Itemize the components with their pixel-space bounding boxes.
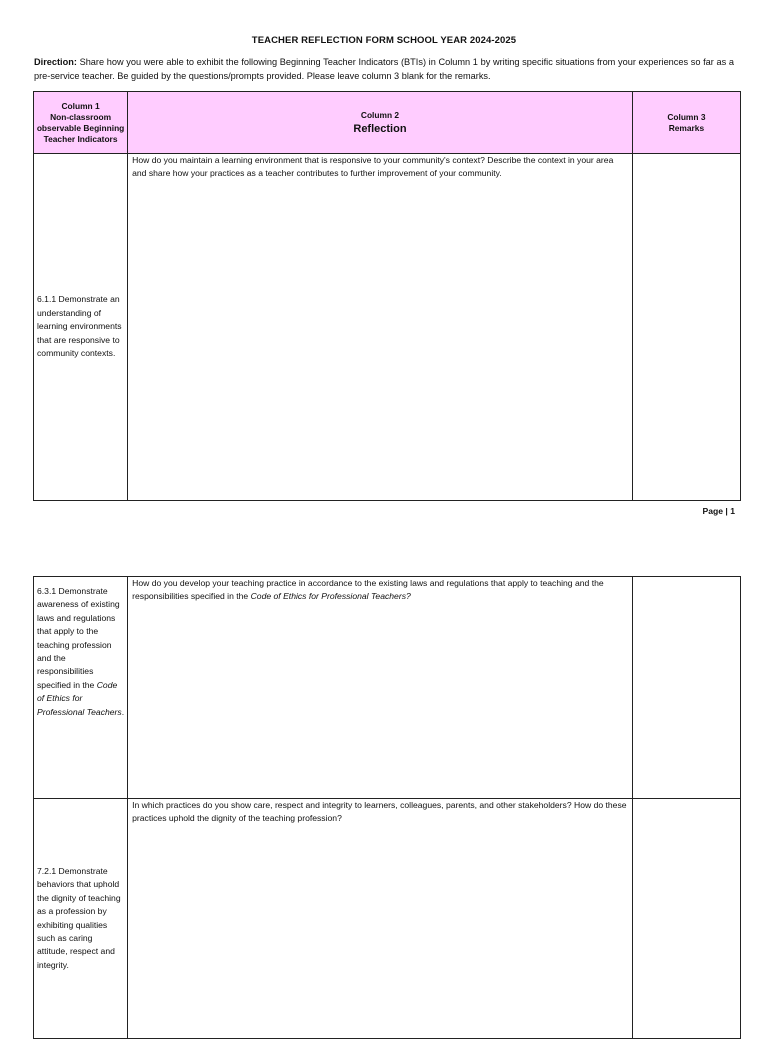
table-header-row [34,92,741,154]
column-2-label: Column 2 [360,109,400,120]
indicator-text: 6.3.1 Demonstrate awareness of existing laws and regulations that apply to the teaching profession and the responsibilities specified in the [37,586,120,690]
page-number: Page | 1 [702,506,735,516]
remarks-cell[interactable] [632,154,740,501]
remarks-cell[interactable] [632,577,740,799]
reflection-cell[interactable] [128,577,633,799]
column-2-sublabel: Reflection [353,123,407,135]
direction-text: Share how you were able to exhibit the following Beginning Teacher Indicators (BTIs) in Column 1 by writing specific situations from your experiences so far as a pre-service teacher. Be guided by the questions/prompts provided. Please leave column 3 blank for the remarks. [34,57,734,81]
reflection-cell[interactable] [128,154,633,501]
table-row [34,577,741,799]
form-title: TEACHER REFLECTION FORM SCHOOL YEAR 2024-2025 [251,35,517,46]
column-3-sublabel: Remarks [668,122,705,133]
prompt-question: How do you develop your teaching practice in accordance to the existing laws and regulations that apply to teaching and the responsibilities specified in the [132,578,604,602]
reflection-table-page-2 [33,576,741,1039]
prompt-question: In which practices do you show care, respect and integrity to learners, colleagues, parents, and other stakeholders? How do these practices uphold the dignity of the teaching profession? [132,800,627,824]
direction-label: Direction: [34,57,77,67]
column-1-header [34,92,128,154]
column-3-header [632,92,740,154]
remarks-cell[interactable] [632,799,740,1039]
indicator-cell: 7.2.1 Demonstrate behaviors that uphold the dignity of teaching as a profession by exhibiting qualities such as caring attitude, respect and integrity. [34,799,128,1039]
indicator-cell: 6.1.1 Demonstrate an understanding of learning environments that are responsive to community contexts. [34,154,128,501]
table-row [34,799,741,1039]
table-row [34,154,741,501]
indicator-period: . [121,706,125,717]
direction-paragraph [34,55,734,83]
prompt-question: How do you maintain a learning environment that is responsive to your community's context? Describe the context in your area and share how your practices as a teacher contributes to further improvement of your community. [132,155,614,179]
prompt-code-of-ethics: Code of Ethics for Professional Teachers? [250,591,411,602]
reflection-table-page-1 [33,91,741,501]
column-2-header [128,92,633,154]
column-1-label: Column 1 [61,100,100,111]
indicator-code-of-ethics: Code of Ethics for Professional Teachers [37,679,122,717]
column-3-label: Column 3 [667,111,706,122]
indicator-cell [34,577,128,799]
column-1-sublabel: Non-classroom observable Beginning Teacher Indicators [36,111,125,144]
reflection-cell[interactable] [128,799,633,1039]
